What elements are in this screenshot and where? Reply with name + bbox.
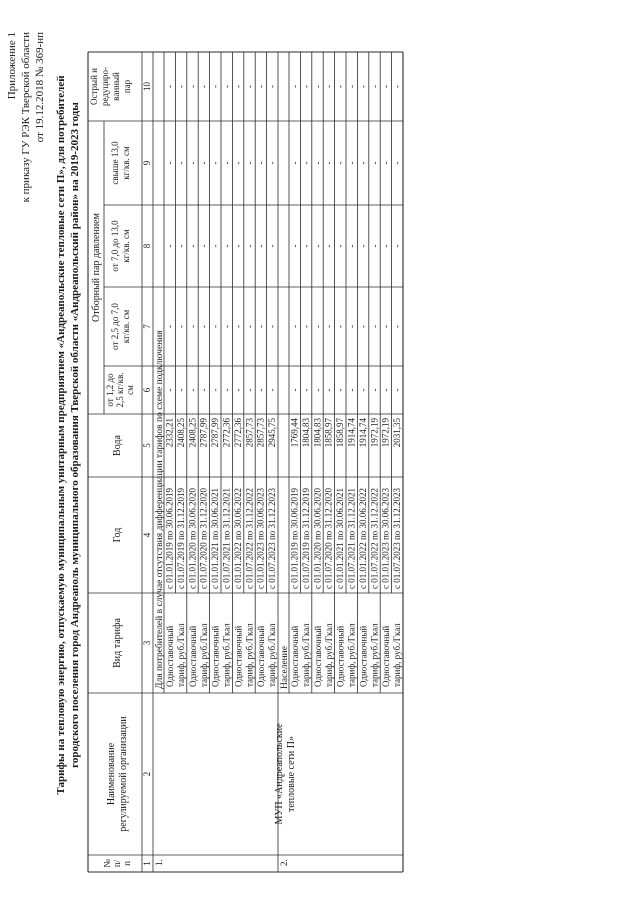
row-empty-value: - [380,325,391,328]
row-empty-value: - [357,388,368,392]
row-water-tariff: 1804,83 [300,418,311,448]
row-water-tariff: 2787,99 [198,418,209,448]
row-empty-value: - [289,85,300,88]
header-pressure-4: свыше 13,0 [110,141,120,185]
tariff-table-cells [89,67,402,868]
row-empty-value: - [164,161,175,165]
row-water-tariff: 1972,19 [380,418,391,448]
row-empty-value: - [369,388,380,392]
header-period: Год [112,527,123,543]
row-empty-value: - [175,85,186,88]
row-water-tariff: 2945,75 [267,418,278,448]
row-empty-value: - [335,161,346,165]
row-empty-value: - [289,388,300,392]
row-empty-value: - [335,325,346,328]
row-empty-value: - [380,244,391,248]
row-water-tariff: 2772,36 [221,418,232,448]
organization-name: МУП «Андреапольские [274,723,285,825]
title-line-1: Тарифы на тепловую энергию, отпускаемую муниципальным унитарным предприятием «Андреапольские тепловые сети П», для потребителей [55,75,67,795]
row-period: с 01.07.2023 по 31.12.2023 [267,487,278,589]
row-period: с 01.01.2020 по 30.06.2020 [312,487,323,589]
tariff-kind-label: тариф, руб./Гкал [176,623,186,687]
row-empty-value: - [244,388,255,392]
row-empty-value: - [244,325,255,328]
row-empty-value: - [244,161,255,165]
row-empty-value: - [232,325,243,328]
tariff-kind-label: тариф, руб./Гкал [198,623,209,687]
column-number: 3 [142,640,152,646]
row-empty-value: - [300,244,311,248]
row-empty-value: - [369,244,380,248]
row-empty-value: - [244,85,255,88]
tariff-kind-label: Одноставочный [187,625,198,687]
row-empty-value: - [323,325,334,328]
row-empty-value: - [346,244,357,248]
header-pressure-4: кг/кв. см [121,146,131,180]
row-empty-value: - [380,161,391,165]
header-number-col: п [122,861,132,866]
tariff-table [88,52,403,872]
row-period: с 01.07.2019 по 31.12.2019 [175,487,186,589]
row-empty-value: - [312,244,323,248]
row-empty-value: - [357,161,368,165]
row-empty-value: - [346,388,357,392]
tariff-kind-label: Одноставочный [233,625,244,687]
row-empty-value: - [357,85,368,88]
row-empty-value: - [232,244,243,248]
row-empty-value: - [210,244,221,248]
row-empty-value: - [267,325,278,328]
row-empty-value: - [312,85,323,88]
row-water-tariff: 1914,74 [346,418,357,448]
tariff-kind-label: тариф, руб./Гкал [346,623,357,687]
title-line-2: городского поселения город Андреаполь муниципального образования Тверской области «Андреапольский район» на 2019-2023 годы [69,102,81,768]
row-empty-value: - [267,161,278,165]
row-empty-value: - [289,325,300,328]
row-empty-value: - [289,161,300,165]
row-empty-value: - [357,244,368,248]
row-period: с 01.07.2022 по 31.12.2022 [244,487,255,589]
row-empty-value: - [346,325,357,328]
row-water-tariff: 1769,44 [289,418,300,448]
header-pressure-3: от 7,0 до 13,0 [110,220,120,272]
row-period: с 01.01.2021 по 30.06.2021 [210,487,221,589]
row-period: с 01.01.2022 по 30.06.2022 [357,487,368,589]
tariff-kind-label: тариф, руб./Гкал [392,623,403,687]
row-empty-value: - [221,161,232,165]
row-water-tariff: 2787,99 [210,418,221,448]
header-pressure-1: см [125,385,135,395]
row-empty-value: - [380,85,391,88]
row-empty-value: - [210,85,221,88]
row-empty-value: - [198,85,209,88]
row-water-tariff: 1804,83 [312,418,323,448]
section-number: 1. [154,859,164,866]
section-heading: Для потребителей в случае отсутствия дифференциации тарифов по схеме подключения [155,330,165,689]
row-period: с 01.07.2021 по 31.12.2021 [221,487,232,589]
tariff-kind-label: Одноставочный [165,625,175,687]
row-empty-value: - [335,244,346,248]
row-empty-value: - [392,244,403,248]
row-period: с 01.07.2019 по 31.12.2019 [300,487,311,589]
tariff-kind-label: тариф, руб./Гкал [244,623,255,687]
appendix-line-2: к приказу ГУ РЭК Тверской области [20,32,32,203]
appendix-note [6,32,46,203]
row-empty-value: - [198,325,209,328]
column-number: 4 [142,532,152,538]
row-empty-value: - [210,161,221,165]
header-tariff-kind: Вид тарифа [112,618,123,668]
row-empty-value: - [255,325,266,328]
row-empty-value: - [232,388,243,392]
page-content [6,32,403,872]
header-sharp-steam: редуциро- [100,66,110,107]
row-empty-value: - [392,161,403,165]
row-empty-value: - [255,161,266,165]
row-empty-value: - [164,388,175,392]
row-empty-value: - [255,244,266,248]
row-period: с 01.01.2021 по 30.06.2021 [335,487,346,589]
row-empty-value: - [300,388,311,392]
row-empty-value: - [221,244,232,248]
row-water-tariff: 2332,21 [164,418,175,448]
tariff-kind-label: Одноставочный [335,625,346,687]
tariff-kind-label: Одноставочный [312,625,323,687]
header-pressure-3: кг/кв. см [121,229,131,263]
row-period: с 01.07.2020 по 31.12.2020 [323,487,334,589]
row-empty-value: - [346,85,357,88]
row-empty-value: - [312,388,323,392]
row-empty-value: - [175,161,186,165]
row-empty-value: - [369,325,380,328]
row-empty-value: - [357,325,368,328]
header-number-col: п/ [112,859,122,868]
tariff-kind-label: тариф, руб./Гкал [323,623,334,687]
row-period: с 01.07.2021 по 31.12.2021 [346,487,357,589]
row-empty-value: - [198,161,209,165]
row-period: с 01.01.2019 по 30.06.2019 [164,487,175,589]
row-period: с 01.07.2023 по 31.12.2023 [392,487,403,589]
row-empty-value: - [210,388,221,392]
row-empty-value: - [289,244,300,248]
row-empty-value: - [198,388,209,392]
column-number: 7 [142,324,152,329]
row-empty-value: - [175,388,186,392]
row-water-tariff: 2857,73 [244,418,255,448]
header-pressure-2: от 2,5 до 7,0 [110,303,120,350]
document-title [55,75,81,795]
header-sharp-steam: пар [122,79,132,94]
column-number: 6 [142,387,152,393]
appendix-line-3: от 19.12.2018 № 369-нп [34,32,46,143]
row-water-tariff: 1972,19 [369,418,380,448]
row-water-tariff: 2408,25 [175,418,186,448]
row-empty-value: - [175,325,186,328]
column-number: 1 [142,861,152,866]
tariff-kind-label: Одноставочный [381,625,392,687]
header-organization: регулируемой организации [118,716,129,832]
section-heading: Население [280,646,290,689]
row-water-tariff: 1858,97 [335,418,346,448]
row-empty-value: - [255,388,266,392]
row-empty-value: - [300,85,311,88]
row-empty-value: - [267,388,278,392]
row-empty-value: - [323,244,334,248]
row-empty-value: - [164,244,175,248]
row-empty-value: - [175,244,186,248]
row-empty-value: - [323,161,334,165]
row-period: с 01.01.2023 по 30.06.2023 [380,487,391,589]
tariff-kind-label: Одноставочный [256,625,267,687]
column-number: 9 [142,160,152,166]
header-steam-group: Отборный пар давлением [91,213,102,322]
row-water-tariff: 2857,73 [255,418,266,448]
tariff-kind-label: Одноставочный [358,625,369,687]
row-empty-value: - [335,85,346,88]
row-period: с 01.01.2023 по 30.06.2023 [255,487,266,589]
row-empty-value: - [267,244,278,248]
header-sharp-steam: ванный [111,72,121,101]
tariff-kind-label: тариф, руб./Гкал [221,623,232,687]
row-empty-value: - [323,85,334,88]
row-empty-value: - [187,161,198,165]
row-period: с 01.07.2022 по 31.12.2022 [369,487,380,589]
tariff-kind-label: Одноставочный [210,625,221,687]
row-period: с 01.01.2022 по 30.06.2022 [232,487,243,589]
column-number: 10 [142,82,152,91]
column-number: 2 [142,771,152,777]
tariff-kind-label: Одноставочный [290,625,300,687]
header-organization: Наименование [106,742,117,806]
row-empty-value: - [312,161,323,165]
section-number: 2. [279,859,289,866]
appendix-line-1: Приложение 1 [6,32,18,100]
row-period: с 01.07.2020 по 31.12.2020 [198,487,209,589]
row-empty-value: - [187,325,198,328]
row-empty-value: - [232,85,243,88]
row-empty-value: - [267,85,278,88]
row-water-tariff: 2772,36 [232,418,243,448]
row-empty-value: - [164,85,175,88]
row-empty-value: - [369,85,380,88]
row-water-tariff: 2031,35 [392,418,403,448]
row-empty-value: - [221,388,232,392]
row-empty-value: - [346,161,357,165]
header-number-col: № [102,859,112,868]
row-empty-value: - [323,388,334,392]
row-empty-value: - [164,325,175,328]
row-period: с 01.01.2019 по 30.06.2019 [289,487,300,589]
row-empty-value: - [232,161,243,165]
row-empty-value: - [312,325,323,328]
header-pressure-2: кг/кв. см [121,309,131,344]
row-empty-value: - [335,388,346,392]
row-empty-value: - [300,161,311,165]
header-pressure-1: 2,5 кг/кв. [115,372,125,408]
row-empty-value: - [198,244,209,248]
row-water-tariff: 1858,97 [323,418,334,448]
row-period: с 01.01.2020 по 30.06.2020 [187,487,198,589]
row-empty-value: - [369,161,380,165]
tariff-kind-label: тариф, руб./Гкал [369,623,380,687]
tariff-kind-label: тариф, руб./Гкал [301,623,311,687]
organization-name: тепловые сети П» [286,736,297,812]
row-empty-value: - [187,85,198,88]
row-empty-value: - [244,244,255,248]
header-water: Вода [112,435,123,456]
row-empty-value: - [187,244,198,248]
header-pressure-1: от 1,2 до [105,373,115,407]
header-sharp-steam: Острый и [89,68,99,105]
row-empty-value: - [221,325,232,328]
column-number: 8 [142,243,152,249]
row-empty-value: - [380,388,391,392]
row-empty-value: - [221,85,232,88]
row-empty-value: - [392,388,403,392]
row-empty-value: - [187,388,198,392]
row-empty-value: - [392,85,403,88]
row-water-tariff: 2408,25 [187,418,198,448]
row-empty-value: - [255,85,266,88]
row-empty-value: - [210,325,221,328]
row-empty-value: - [392,325,403,328]
row-water-tariff: 1914,74 [357,418,368,448]
tariff-kind-label: тариф, руб./Гкал [267,623,278,687]
column-number: 5 [142,443,152,448]
row-empty-value: - [300,325,311,328]
